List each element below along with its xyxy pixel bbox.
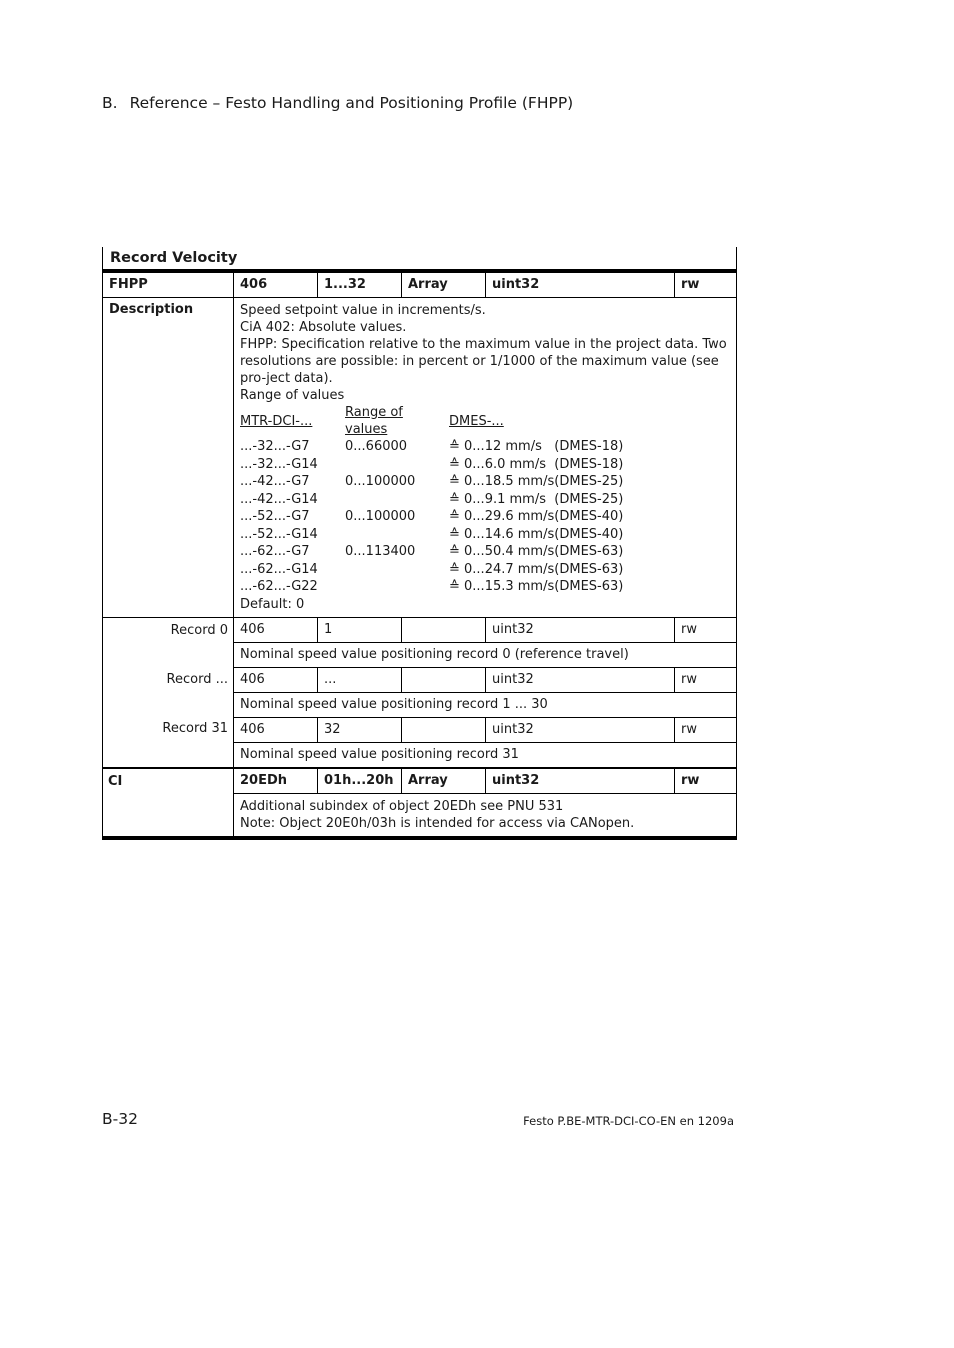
page-number: B-32 [102,1110,138,1128]
record-velocity-table [102,247,737,840]
ci-row: 20EDh 01h...20h Array uint32 rw [234,769,736,794]
ci-label: CI [108,773,123,789]
description-body [234,298,736,617]
description-line: FHPP: Specification relative to the maximum value in the project data. Two resolutions are possible: in percent or 1/1000 of the maximum value (see pro-ject data). [240,337,727,386]
value-header: MTR-DCI-... [240,413,313,429]
ci-note: Additional subindex of object 20EDh see PNU 531 [240,798,564,814]
value-row: ...-32...-G14 ≙ 0...6.0 mm/s (DMES-18) [240,456,624,472]
record-label: Record 0 [170,622,228,638]
value-header: DMES-... [449,413,504,429]
default-value: Default: 0 [240,596,305,612]
value-row: ...-62...-G22 ≙ 0...15.3 mm/s (DMES-63) [240,579,624,594]
description-line: CiA 402: Absolute values. [240,320,407,335]
records-labels [103,618,234,768]
value-header: Range of values [345,405,403,437]
value-row: ...-42...-G14 ≙ 0...9.1 mm/s (DMES-25) [240,491,624,507]
fhpp-type: uint32 [486,273,675,297]
records-details [234,618,736,768]
page-header [102,94,573,112]
record-row: 406 ... uint32 rw [234,668,736,693]
fhpp-class: Array [402,273,486,297]
value-row: ...-42...-G7 0...100000 ≙ 0...18.5 mm/s (DMES-25) [240,474,624,489]
fhpp-pnu: 406 [234,273,318,297]
document-id: Festo P.BE-MTR-DCI-CO-EN en 1209a [523,1114,734,1128]
fhpp-row [102,273,737,298]
record-label: Record ... [166,671,228,687]
record-description: Nominal speed value positioning record 1 ... 30 [234,693,736,718]
ci-labels [103,769,234,836]
description-label: Description [103,298,234,617]
value-range-table [240,404,623,596]
record-description: Nominal speed value positioning record 0 (reference travel) [234,643,736,668]
description-line: Range of values [240,388,345,403]
records-group [102,618,737,768]
value-row: ...-62...-G7 0...113400 ≙ 0...50.4 mm/s (DMES-63) [240,544,624,559]
value-row: ...-32...-G7 0...66000 ≙ 0...12 mm/s (DMES-18) [240,439,624,454]
chapter-title: Reference – Festo Handling and Positioning Profile (FHPP) [129,94,574,112]
value-row: ...-62...-G14 ≙ 0...24.7 mm/s (DMES-63) [240,561,624,577]
value-row: ...-52...-G7 0...100000 ≙ 0...29.6 mm/s (DMES-40) [240,509,624,524]
fhpp-label: FHPP [103,273,234,297]
record-description: Nominal speed value positioning record 31 [234,743,736,768]
record-label: Record 31 [162,720,228,736]
chapter-number: B. [102,94,118,112]
fhpp-access: rw [681,277,700,292]
fhpp-subindex: 1...32 [318,273,402,297]
ci-details [234,769,736,836]
ci-notes [234,794,736,836]
ci-note: Note: Object 20E0h/03h is intended for access via CANopen. [240,815,635,831]
ci-group [102,768,737,840]
description-line: Speed setpoint value in increments/s. [240,303,486,318]
table-title: Record Velocity [102,247,737,273]
record-row: 406 32 uint32 rw [234,718,736,743]
value-row: ...-52...-G14 ≙ 0...14.6 mm/s (DMES-40) [240,526,624,542]
description-row [102,298,737,618]
record-row: 406 1 uint32 rw [234,618,736,643]
